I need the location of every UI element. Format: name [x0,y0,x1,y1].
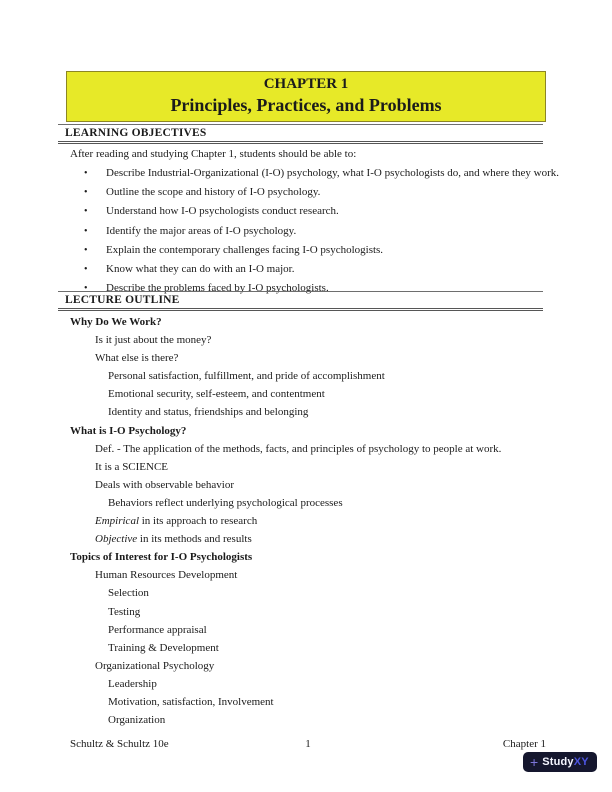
outline-item: Organizational Psychology [95,659,215,672]
objective-text: Describe the problems faced by I-O psychologists. [106,282,329,295]
footer-page-number: 1 [305,738,311,750]
outline-item: Identity and status, friendships and belonging [108,406,309,419]
brand-xy: XY [573,755,589,768]
outline-item: Emotional security, self-esteem, and contentment [108,388,325,401]
objectives-intro: After reading and studying Chapter 1, students should be able to: [70,148,357,160]
bullet-icon: • [84,283,88,295]
objective-text: Identify the major areas of I-O psychology. [106,224,297,237]
objective-item [66,241,546,260]
studyxy-brand [542,757,589,768]
bullet-icon: • [84,264,88,276]
learning-objectives-heading: LEARNING OBJECTIVES [58,124,543,144]
footer-book-title: Schultz & Schultz 10e [70,738,169,750]
objective-item [66,222,546,241]
outline-item: Is it just about the money? [95,334,212,347]
bullet-icon: • [84,168,88,179]
bullet-icon: • [84,244,88,256]
objective-item [66,164,560,183]
outline-item: Performance appraisal [108,623,207,636]
outline-item: Def. - The application of the methods, facts, and principles of psychology to people at work. [95,442,502,455]
outline-item: Organization [108,714,166,727]
objective-text: Outline the scope and history of I-O psychology. [106,186,321,199]
page-footer [70,738,546,750]
objective-text: Describe Industrial-Organizational (I-O) psychology, what I-O psychologists do, and where they work. [106,167,560,179]
chapter-number: CHAPTER 1 [263,76,349,92]
plus-icon: + [530,754,539,770]
objective-item [66,183,546,202]
outline-item: Testing [108,605,141,618]
outline-item: Selection [108,587,149,600]
chapter-title-box [66,71,546,122]
outline-item: Empirical in its approach to research [95,515,258,528]
bullet-icon: • [84,206,88,218]
outline-item: Leadership [108,677,157,690]
bullet-icon: • [84,225,88,237]
objectives-list [66,164,560,298]
outline-item: Behaviors reflect underlying psychological processes [108,496,343,509]
outline-item: Deals with observable behavior [95,478,234,491]
outline-item: Motivation, satisfaction, Involvement [108,695,274,708]
objective-text: Know what they can do with an I-O major. [106,263,295,276]
objective-text: Understand how I-O psychologists conduct research. [106,205,339,218]
outline-heading: Why Do We Work? [70,316,162,328]
footer-chapter-label: Chapter 1 [502,738,546,750]
outline-item: Human Resources Development [95,569,238,582]
studyxy-badge[interactable] [523,752,597,772]
outline-heading: Topics of Interest for I-O Psychologists [70,551,253,564]
outline-heading: What is I-O Psychology? [70,424,187,437]
objective-item [66,202,546,221]
outline-item: Training & Development [108,641,219,654]
objective-text: Explain the contemporary challenges facing I-O psychologists. [106,243,384,256]
chapter-title: Principles, Practices, and Problems [170,95,442,115]
brand-study: Study [542,755,574,768]
lecture-outline-heading: LECTURE OUTLINE [58,291,543,311]
outline-item: Objective in its methods and results [95,533,252,546]
bullet-icon: • [84,187,88,199]
outline-item: What else is there? [95,352,179,365]
outline-list [66,313,546,729]
outline-item: It is a SCIENCE [95,460,169,473]
objective-item [66,260,546,279]
outline-item: Personal satisfaction, fulfillment, and pride of accomplishment [108,370,385,383]
